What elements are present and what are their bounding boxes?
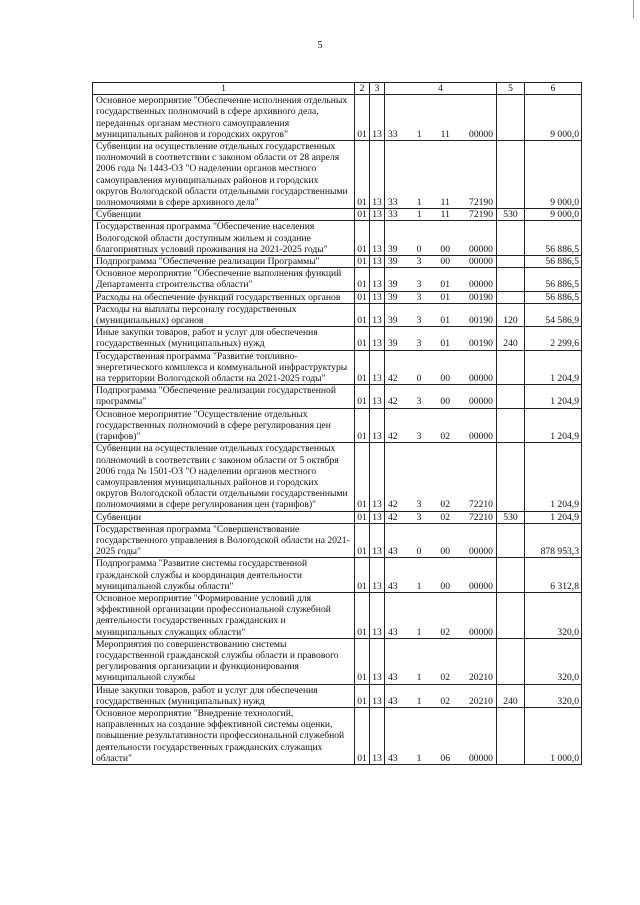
code-part: 00000 [468,243,493,255]
row-name: Субвенции на осуществление отдельных государственных полномочий в соответствии с законом области от 28 апреля 2006 года № 1443-ОЗ "О наделении органов местного самоуправления муниципальных районов и городских округов Вологодской области отдельными государственными полномочиями в сфере архивного дела" [93,141,355,209]
amount: 878 953,3 [525,523,582,558]
row-name: Субвенции [93,209,355,221]
section-code: 01 [355,523,370,558]
target-article-parts [387,512,494,523]
code-part: 00000 [468,373,493,385]
amount: 1 000,0 [525,707,582,764]
row-name: Государственная программа "Развитие топливно-энергетического комплекса и коммунальной инфраструктуры на территории Вологодской области на 2021-2025 годы" [93,350,355,385]
row-name: Государственная программа "Обеспечение населения Вологодской области доступным жильем и создание благоприятных условий проживания на 2021-2025 годы" [93,221,355,256]
subsection-code: 13 [370,707,385,764]
target-article-parts [387,581,494,592]
page-number: 5 [317,40,323,51]
expense-type-code: 120 [497,303,525,326]
target-article-parts [387,396,494,407]
target-article-parts [387,292,494,303]
table-row [93,291,582,303]
subsection-code: 13 [370,291,385,303]
code-part: 3 [416,256,422,268]
target-article-parts [387,315,494,326]
code-part: 43 [388,580,398,592]
expense-type-code: 530 [497,511,525,523]
code-part: 01 [440,315,450,327]
code-part: 43 [388,546,398,558]
row-name: Субвенции [93,511,355,523]
code-part: 1 [416,695,422,707]
code-part: 1 [416,626,422,638]
code-part: 00 [440,396,450,408]
code-part: 00000 [468,431,493,443]
target-article-parts [387,373,494,384]
code-part: 72210 [468,499,493,511]
target-article-parts [387,672,494,683]
expense-type-code [497,523,525,558]
code-part: 0 [416,243,422,255]
code-part: 42 [388,499,398,511]
section-code: 01 [355,303,370,326]
subsection-code: 13 [370,221,385,256]
target-article-parts [387,129,494,140]
table-row [93,268,582,291]
subsection-code: 13 [370,684,385,707]
table-row [93,638,582,684]
row-name: Иные закупки товаров, работ и услуг для обеспечения государственных (муниципальных) нужд [93,327,355,350]
row-name: Государственная программа "Совершенствование государственного управления в Вологодской области на 2021-2025 годы" [93,523,355,558]
code-part: 0 [416,546,422,558]
section-code: 01 [355,291,370,303]
code-part: 00 [440,580,450,592]
target-article-parts [387,546,494,557]
table-row [93,443,582,511]
expense-type-code: 530 [497,209,525,221]
code-part: 11 [440,128,450,140]
target-article-parts [387,338,494,349]
col-header-3: 3 [370,83,385,95]
code-part: 3 [416,511,422,523]
section-code: 01 [355,592,370,638]
subsection-code: 13 [370,327,385,350]
col-header-6: 6 [525,83,582,95]
code-part: 00 [440,243,450,255]
section-code: 01 [355,684,370,707]
code-part: 02 [440,626,450,638]
code-part: 3 [416,291,422,303]
target-article-parts [387,753,494,764]
budget-table-body [93,83,582,765]
table-row [93,209,582,221]
code-part: 3 [416,315,422,327]
amount: 2 299,6 [525,327,582,350]
table-row [93,256,582,268]
row-name: Основное мероприятие "Обеспечение выполнения функций Департамента строительства области" [93,268,355,291]
amount: 9 000,0 [525,95,582,141]
target-article-parts [387,209,494,220]
amount: 54 586,9 [525,303,582,326]
table-row [93,408,582,443]
code-part: 02 [440,431,450,443]
code-part: 72210 [468,511,493,523]
amount: 9 000,0 [525,141,582,209]
code-part: 3 [416,499,422,511]
code-part: 43 [388,672,398,684]
section-code: 01 [355,268,370,291]
code-part: 02 [440,695,450,707]
scan-edge-mark [633,0,634,18]
target-article-code [385,291,497,303]
table-row [93,95,582,141]
subsection-code: 13 [370,558,385,593]
code-part: 72190 [469,197,493,209]
code-part: 1 [416,752,422,764]
code-part: 33 [388,128,398,140]
code-part: 01 [440,291,450,303]
subsection-code: 13 [370,523,385,558]
subsection-code: 13 [370,408,385,443]
code-part: 11 [440,197,450,209]
table-row [93,592,582,638]
code-part: 39 [388,291,398,303]
target-article-code [385,141,497,209]
code-part: 3 [416,431,422,443]
expense-type-code [497,221,525,256]
expense-type-code [497,291,525,303]
code-part: 1 [416,672,422,684]
header-row [93,83,582,95]
target-article-code [385,592,497,638]
code-part: 00 [440,546,450,558]
target-article-code [385,408,497,443]
amount: 1 204,9 [525,443,582,511]
table-row [93,523,582,558]
expense-type-code [497,592,525,638]
section-code: 01 [355,256,370,268]
code-part: 43 [388,752,398,764]
target-article-code [385,511,497,523]
code-part: 42 [388,396,398,408]
section-code: 01 [355,95,370,141]
expense-type-code: 240 [497,684,525,707]
section-code: 01 [355,408,370,443]
amount: 1 204,9 [525,350,582,385]
amount: 1 204,9 [525,511,582,523]
table-row [93,707,582,764]
target-article-parts [387,431,494,442]
code-part: 39 [388,256,398,268]
code-part: 01 [440,279,450,291]
target-article-parts [387,627,494,638]
code-part: 00 [440,256,450,268]
col-header-1: 1 [93,83,355,95]
code-part: 00190 [468,338,493,350]
target-article-code [385,707,497,764]
target-article-parts [387,279,494,290]
section-code: 01 [355,221,370,256]
row-name: Расходы на выплаты персоналу государственных (муниципальных) органов [93,303,355,326]
row-name: Субвенции на осуществление отдельных государственных полномочий в соответствии с законом области от 5 октября 2006 года № 1501-ОЗ "О наделении органов местного самоуправления муниципальных районов и городских округов Вологодской области отдельными государственными полномочиями в сфере регулирования цен (тарифов)" [93,443,355,511]
expense-type-code [497,95,525,141]
code-part: 43 [388,695,398,707]
code-part: 1 [416,128,422,140]
code-part: 00000 [468,546,493,558]
target-article-code [385,209,497,221]
code-part: 39 [388,315,398,327]
code-part: 1 [416,209,422,221]
expense-type-code [497,268,525,291]
code-part: 42 [388,373,398,385]
subsection-code: 13 [370,385,385,408]
subsection-code: 13 [370,511,385,523]
code-part: 3 [416,396,422,408]
code-part: 3 [416,338,422,350]
row-name: Мероприятия по совершенствованию системы государственной гражданской службы области и правового регулирования организации и функционирования муниципальной службы [93,638,355,684]
row-name: Иные закупки товаров, работ и услуг для обеспечения государственных (муниципальных) нужд [93,684,355,707]
table-row [93,684,582,707]
code-part: 43 [388,626,398,638]
target-article-parts [387,696,494,707]
target-article-parts [387,197,494,208]
target-article-code [385,558,497,593]
code-part: 20210 [468,695,493,707]
target-article-code [385,221,497,256]
subsection-code: 13 [370,256,385,268]
section-code: 01 [355,327,370,350]
row-name: Основное мероприятие "Осуществление отдельных государственных полномочий в сфере регулирования цен (тарифов)" [93,408,355,443]
code-part: 33 [388,209,398,221]
amount: 1 204,9 [525,408,582,443]
code-part: 33 [388,197,398,209]
col-header-4: 4 [385,83,497,95]
subsection-code: 13 [370,95,385,141]
code-part: 01 [440,338,450,350]
target-article-code [385,303,497,326]
row-name: Подпрограмма "Обеспечение реализации Программы" [93,256,355,268]
section-code: 01 [355,385,370,408]
row-name: Подпрограмма "Обеспечение реализации государственной программы" [93,385,355,408]
code-part: 39 [388,338,398,350]
section-code: 01 [355,511,370,523]
expense-type-code [497,141,525,209]
amount: 320,0 [525,684,582,707]
table-row [93,327,582,350]
amount: 9 000,0 [525,209,582,221]
target-article-code [385,268,497,291]
code-part: 00000 [468,752,493,764]
target-article-code [385,95,497,141]
code-part: 20210 [468,672,493,684]
subsection-code: 13 [370,443,385,511]
target-article-code [385,684,497,707]
code-part: 11 [440,209,450,221]
target-article-code [385,638,497,684]
code-part: 42 [388,511,398,523]
col-header-5: 5 [497,83,525,95]
subsection-code: 13 [370,268,385,291]
row-name: Расходы на обеспечение функций государственных органов [93,291,355,303]
subsection-code: 13 [370,303,385,326]
code-part: 06 [440,752,450,764]
amount: 320,0 [525,592,582,638]
subsection-code: 13 [370,638,385,684]
subsection-code: 13 [370,350,385,385]
amount: 1 204,9 [525,385,582,408]
expense-type-code: 240 [497,327,525,350]
code-part: 00000 [468,279,493,291]
expense-type-code [497,385,525,408]
target-article-parts [387,256,494,267]
row-name: Основное мероприятие "Обеспечение исполнения отдельных государственных полномочий в сфере архивного дела, переданных органам местного самоуправления муниципальных районов и городских округов" [93,95,355,141]
code-part: 02 [440,511,450,523]
target-article-code [385,385,497,408]
code-part: 00000 [468,626,493,638]
code-part: 02 [440,672,450,684]
target-article-code [385,256,497,268]
amount: 56 886,5 [525,291,582,303]
target-article-code [385,350,497,385]
table-row [93,385,582,408]
code-part: 3 [416,279,422,291]
expense-type-code [497,443,525,511]
code-part: 00000 [469,128,493,140]
amount: 6 312,8 [525,558,582,593]
row-name: Основное мероприятие "Внедрение технологий, направленных на создание эффективной системы оценки, повышение результативности профессиональной служебной деятельности государственных гражданских служащих области" [93,707,355,764]
table-row [93,303,582,326]
subsection-code: 13 [370,141,385,209]
code-part: 00 [440,373,450,385]
target-article-code [385,443,497,511]
section-code: 01 [355,141,370,209]
section-code: 01 [355,707,370,764]
code-part: 00000 [468,256,493,268]
expense-type-code [497,558,525,593]
subsection-code: 13 [370,592,385,638]
amount: 56 886,5 [525,256,582,268]
code-part: 02 [440,499,450,511]
amount: 56 886,5 [525,268,582,291]
expense-type-code [497,350,525,385]
code-part: 72190 [469,209,493,221]
code-part: 1 [416,197,422,209]
amount: 56 886,5 [525,221,582,256]
code-part: 00000 [468,396,493,408]
code-part: 00190 [468,291,493,303]
code-part: 42 [388,431,398,443]
expense-type-code [497,256,525,268]
table-row [93,221,582,256]
budget-table [92,82,582,765]
target-article-parts [387,244,494,255]
code-part: 00190 [468,315,493,327]
section-code: 01 [355,638,370,684]
table-row [93,558,582,593]
code-part: 39 [388,243,398,255]
table-row [93,511,582,523]
expense-type-code [497,638,525,684]
code-part: 00000 [468,580,493,592]
col-header-2: 2 [355,83,370,95]
target-article-parts [387,499,494,510]
code-part: 0 [416,373,422,385]
expense-type-code [497,408,525,443]
row-name: Подпрограмма "Развитие системы государственной гражданской службы и координация деятельности муниципальной службы области" [93,558,355,593]
section-code: 01 [355,350,370,385]
code-part: 1 [416,580,422,592]
target-article-code [385,327,497,350]
table-row [93,350,582,385]
table-row [93,141,582,209]
expense-type-code [497,707,525,764]
subsection-code: 13 [370,209,385,221]
row-name: Основное мероприятие "Формирование условий для эффективной организации профессиональной служебной деятельности государственных гражданских и муниципальных служащих области" [93,592,355,638]
section-code: 01 [355,558,370,593]
target-article-code [385,523,497,558]
amount: 320,0 [525,638,582,684]
code-part: 39 [388,279,398,291]
section-code: 01 [355,209,370,221]
section-code: 01 [355,443,370,511]
